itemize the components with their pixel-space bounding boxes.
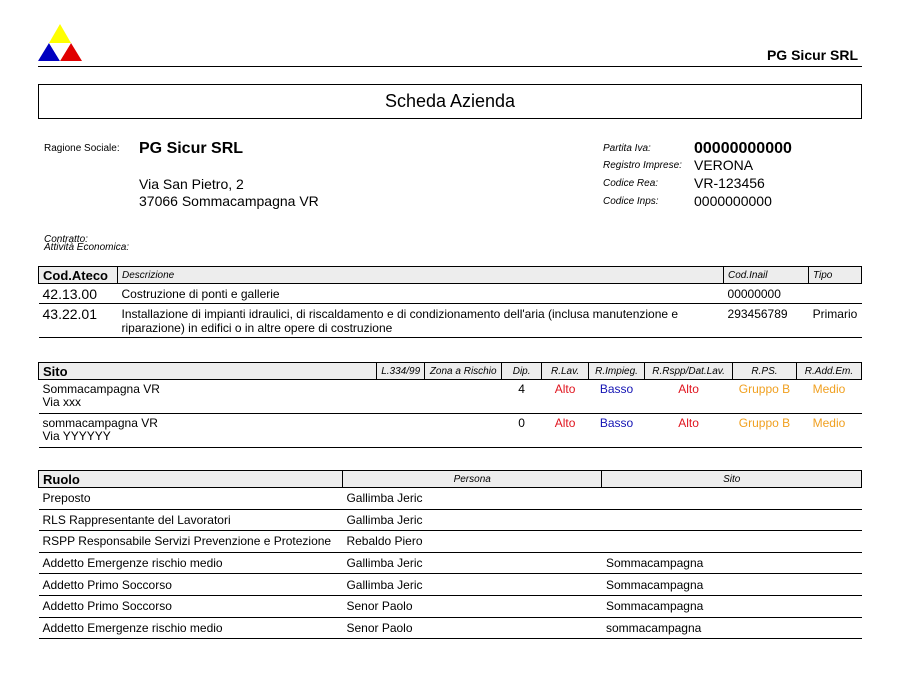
ateco-header-row — [39, 267, 862, 284]
ateco-tipo: Primario — [808, 304, 861, 338]
r-add-em-cell: Medio — [796, 380, 861, 414]
ateco-descrizione: Costruzione di ponti e gallerie — [117, 284, 723, 304]
table-row — [39, 574, 862, 596]
ruolo-header-row — [39, 471, 862, 488]
ateco-inail: 00000000 — [724, 284, 809, 304]
ruolo-cell: RSPP Responsabile Servizi Prevenzione e Protezione — [39, 531, 343, 553]
sito-via: Via xxx — [42, 395, 81, 409]
persona-header: Persona — [342, 471, 601, 488]
company-logo-icon — [38, 22, 82, 62]
ruolo-table — [38, 470, 862, 639]
codice-rea-label: Codice Rea: — [603, 178, 659, 189]
ruolo-sito-cell — [602, 509, 862, 531]
dip-header: Dip. — [502, 363, 542, 380]
ateco-tipo — [808, 284, 861, 304]
ruolo-sito-cell: Sommacampagna — [602, 552, 862, 574]
r-rspp-cell: Alto — [645, 380, 733, 414]
persona-cell: Senor Paolo — [342, 617, 601, 639]
partita-iva-value: 00000000000 — [694, 140, 792, 157]
ateco-tipo-header: Tipo — [808, 267, 861, 284]
ruolo-cell: Addetto Primo Soccorso — [39, 574, 343, 596]
table-row — [39, 595, 862, 617]
sito-name: sommacampagna VR — [42, 416, 158, 430]
r-ps-cell: Gruppo B — [733, 380, 797, 414]
table-row — [39, 414, 862, 448]
persona-cell: Gallimba Jeric — [342, 552, 601, 574]
contratto-label: Contratto: — [44, 234, 88, 245]
r-lav-header: R.Lav. — [542, 363, 589, 380]
ruolo-sito-cell: Sommacampagna — [602, 574, 862, 596]
codice-rea-value: VR-123456 — [694, 175, 765, 191]
partita-iva-label: Partita Iva: — [603, 143, 651, 154]
ruolo-header: Ruolo — [39, 471, 343, 488]
ragione-sociale-label: Ragione Sociale: — [44, 143, 120, 154]
registro-imprese-label: Registro Imprese: — [603, 160, 682, 171]
r-add-em-header: R.Add.Em. — [796, 363, 861, 380]
zona-rischio-header: Zona a Rischio — [425, 363, 502, 380]
ateco-code-header: Cod.Ateco — [39, 267, 118, 284]
r-impieg-cell: Basso — [589, 380, 645, 414]
table-row — [39, 552, 862, 574]
ateco-code: 43.22.01 — [39, 304, 118, 338]
table-row — [39, 509, 862, 531]
r-lav-cell: Alto — [542, 414, 589, 448]
table-row — [39, 617, 862, 639]
ateco-code: 42.13.00 — [39, 284, 118, 304]
sito-header-row — [39, 363, 862, 380]
dip-cell: 4 — [502, 380, 542, 414]
table-row — [39, 488, 862, 510]
l334-cell — [377, 414, 425, 448]
table-row — [39, 284, 862, 304]
header-divider — [38, 66, 862, 67]
persona-cell: Rebaldo Piero — [342, 531, 601, 553]
r-impieg-cell: Basso — [589, 414, 645, 448]
attivita-economica-label: Attività Economica: — [44, 242, 130, 253]
r-impieg-header: R.Impieg. — [589, 363, 645, 380]
ateco-descrizione: Installazione di impianti idraulici, di riscaldamento e di condizionamento dell'aria (inclusa manutenzione e riparazione) in edifici o in altre opere di costruzione — [117, 304, 723, 338]
ruolo-sito-header: Sito — [602, 471, 862, 488]
sito-name: Sommacampagna VR — [42, 382, 160, 396]
address-line-1: Via San Pietro, 2 — [139, 176, 244, 192]
ruolo-cell: Preposto — [39, 488, 343, 510]
sito-header: Sito — [39, 363, 377, 380]
table-row — [39, 380, 862, 414]
codice-inps-label: Codice Inps: — [603, 196, 659, 207]
sito-table — [38, 362, 862, 448]
page-title: Scheda Azienda — [38, 84, 862, 119]
zona-rischio-cell — [425, 414, 502, 448]
company-name: PG Sicur SRL — [139, 140, 244, 157]
r-lav-cell: Alto — [542, 380, 589, 414]
dip-cell: 0 — [502, 414, 542, 448]
persona-cell: Gallimba Jeric — [342, 509, 601, 531]
ateco-inail-header: Cod.Inail — [724, 267, 809, 284]
r-ps-header: R.PS. — [733, 363, 797, 380]
sito-cell — [39, 380, 377, 414]
table-row — [39, 531, 862, 553]
persona-cell: Gallimba Jeric — [342, 574, 601, 596]
ateco-inail: 293456789 — [724, 304, 809, 338]
ruolo-cell: RLS Rappresentante del Lavoratori — [39, 509, 343, 531]
ruolo-cell: Addetto Primo Soccorso — [39, 595, 343, 617]
ruolo-sito-cell: Sommacampagna — [602, 595, 862, 617]
registro-imprese-value: VERONA — [694, 157, 754, 173]
address-line-2: 37066 Sommacampagna VR — [139, 193, 319, 209]
r-add-em-cell: Medio — [796, 414, 861, 448]
persona-cell: Gallimba Jeric — [342, 488, 601, 510]
table-row — [39, 304, 862, 338]
r-rspp-cell: Alto — [645, 414, 733, 448]
ruolo-sito-cell — [602, 531, 862, 553]
zona-rischio-cell — [425, 380, 502, 414]
ateco-descrizione-header: Descrizione — [117, 267, 723, 284]
r-ps-cell: Gruppo B — [733, 414, 797, 448]
ruolo-sito-cell — [602, 488, 862, 510]
l334-cell — [377, 380, 425, 414]
ruolo-sito-cell: sommacampagna — [602, 617, 862, 639]
persona-cell: Senor Paolo — [342, 595, 601, 617]
header-company-name: PG Sicur SRL — [766, 47, 858, 63]
ruolo-cell: Addetto Emergenze rischio medio — [39, 617, 343, 639]
ruolo-cell: Addetto Emergenze rischio medio — [39, 552, 343, 574]
sito-cell — [39, 414, 377, 448]
ateco-table — [38, 266, 862, 338]
l334-header: L.334/99 — [377, 363, 425, 380]
codice-inps-value: 0000000000 — [694, 193, 772, 209]
sito-via: Via YYYYYY — [42, 429, 111, 443]
r-rspp-header: R.Rspp/Dat.Lav. — [645, 363, 733, 380]
